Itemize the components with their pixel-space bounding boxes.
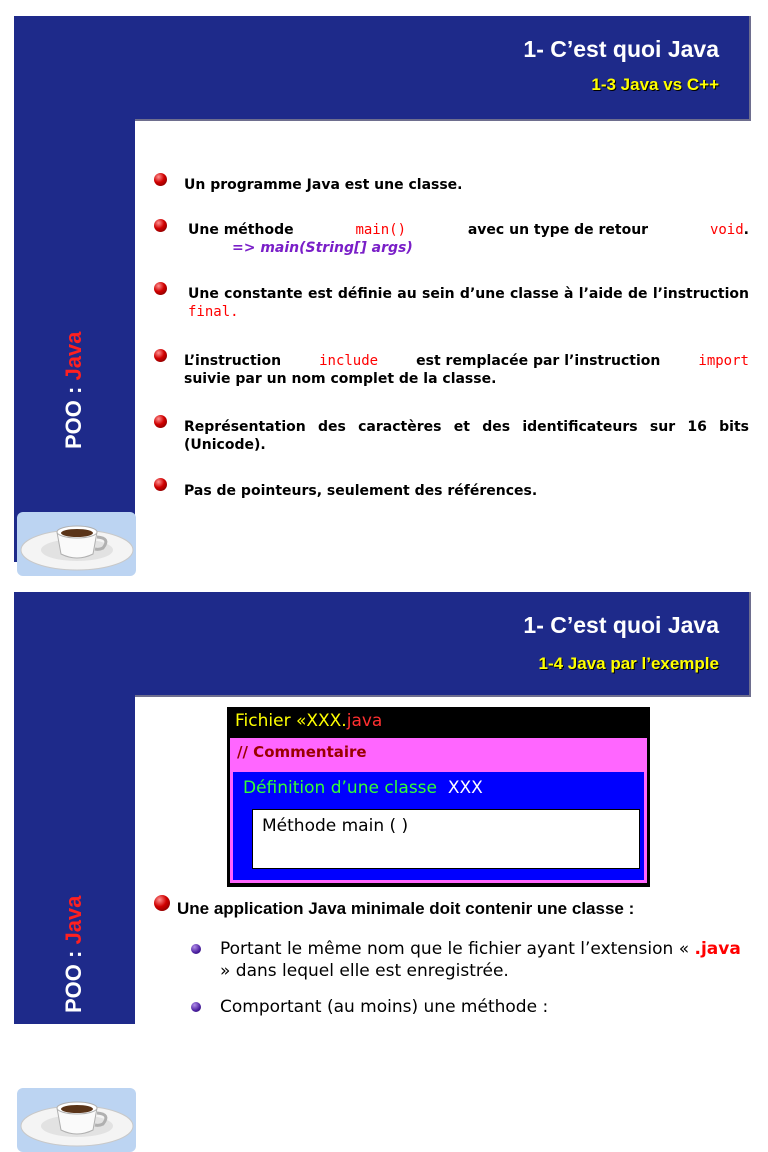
- class-box: [233, 772, 644, 880]
- bullet-icon: [154, 173, 167, 186]
- file-extension: java: [346, 711, 383, 731]
- bullet-3-code: final.: [188, 304, 239, 320]
- bullet-5: [184, 418, 749, 454]
- slide-2-title: 1- C’est quoi Java: [523, 612, 719, 638]
- slide-1: [14, 16, 751, 562]
- slide-2-side-label: [61, 896, 87, 1013]
- bullet-6-text: Pas de pointeurs, seulement des références.: [184, 483, 538, 499]
- coffee-cup-icon: [17, 512, 136, 576]
- method-box: [252, 809, 640, 869]
- bullet-3-text: Une constante est définie au sein d’une classe à l’aide de l’instruction: [188, 286, 749, 302]
- bullet-icon: [154, 219, 167, 232]
- comment-label: // Commentaire: [237, 743, 367, 761]
- bullet-2: [188, 221, 749, 257]
- slide-1-subtitle: 1-3 Java vs C++: [591, 75, 719, 94]
- bullet-icon: [154, 415, 167, 428]
- bullet-4-code-2: import: [698, 353, 749, 369]
- comment-box: [230, 738, 647, 883]
- sub-bullet-2: Comportant (au moins) une méthode :: [220, 997, 549, 1017]
- bullet-2-end: .: [743, 222, 749, 238]
- sub-bullet-icon: [191, 944, 201, 954]
- bullet-4-line-2: suivie par un nom complet de la classe.: [184, 371, 497, 387]
- bullet-3: [188, 285, 749, 321]
- bullet-6: [184, 482, 749, 500]
- slide-2-subtitle: 1-4 Java par l’exemple: [538, 654, 719, 673]
- bullet-icon: [154, 478, 167, 491]
- bullet-4: [184, 352, 749, 388]
- bullet-2-mid: avec un type de retour: [467, 222, 649, 238]
- bullet-2-pre: Une méthode: [188, 222, 294, 238]
- bullet-icon: [154, 349, 167, 362]
- slide-2: [14, 592, 751, 1024]
- bullet-4-mid: est remplacée par l’instruction: [416, 353, 661, 369]
- coffee-cup-icon: [17, 1088, 136, 1152]
- class-name: XXX: [447, 778, 483, 798]
- slide-1-side-label: [61, 332, 87, 449]
- coffee-cup-image: [17, 512, 136, 576]
- sub-bullet-1-end: » dans lequel elle est enregistrée.: [220, 961, 509, 981]
- sub-bullet-icon: [191, 1002, 201, 1012]
- java-file-structure-diagram: [227, 707, 650, 887]
- file-box: [227, 707, 650, 887]
- sub-bullet-1-pre: Portant le même nom que le fichier ayant l’extension «: [220, 939, 690, 959]
- sub-bullet-1-java: .java: [694, 939, 741, 959]
- bullet-icon: [154, 895, 170, 911]
- slide-2-sidebar: [14, 695, 135, 1024]
- slide-1-title: 1- C’est quoi Java: [523, 36, 719, 62]
- side-label-prefix: POO :: [61, 944, 86, 1013]
- class-definition-text: Définition d’une classe: [243, 778, 437, 798]
- slide-1-header: [14, 16, 751, 121]
- bullet-4-code: include: [319, 353, 379, 369]
- side-label-java: Java: [61, 895, 86, 945]
- file-name: Fichier «XXX.: [235, 711, 347, 731]
- side-label-java: Java: [61, 331, 86, 381]
- bullet-2-line-1: [188, 221, 749, 239]
- slide-1-sidebar: [14, 119, 135, 562]
- side-label-prefix: POO :: [61, 380, 86, 449]
- bullet-4-line-1: [184, 352, 749, 370]
- bullet-icon: [154, 282, 167, 295]
- bullet-4-pre: L’instruction: [184, 353, 282, 369]
- bullet-1-text: Un programme Java est une classe.: [184, 177, 463, 193]
- bullet-5-text: Représentation des caractères et des identificateurs sur 16 bits (Unicode).: [184, 419, 749, 453]
- method-label: Méthode main ( ): [262, 816, 409, 836]
- coffee-cup-image: [17, 1088, 136, 1152]
- bullet-2-code: main(): [355, 222, 407, 238]
- main-bullet: Une application Java minimale doit contenir une classe :: [177, 899, 635, 918]
- bullet-1: [184, 176, 749, 194]
- bullet-2-line-2: => main(String[] args): [232, 240, 413, 256]
- bullet-2-code-2: void: [709, 222, 744, 238]
- slide-2-header: [14, 592, 751, 697]
- class-label: [243, 778, 483, 798]
- sub-bullet-1: [220, 938, 750, 982]
- file-label: [235, 711, 382, 731]
